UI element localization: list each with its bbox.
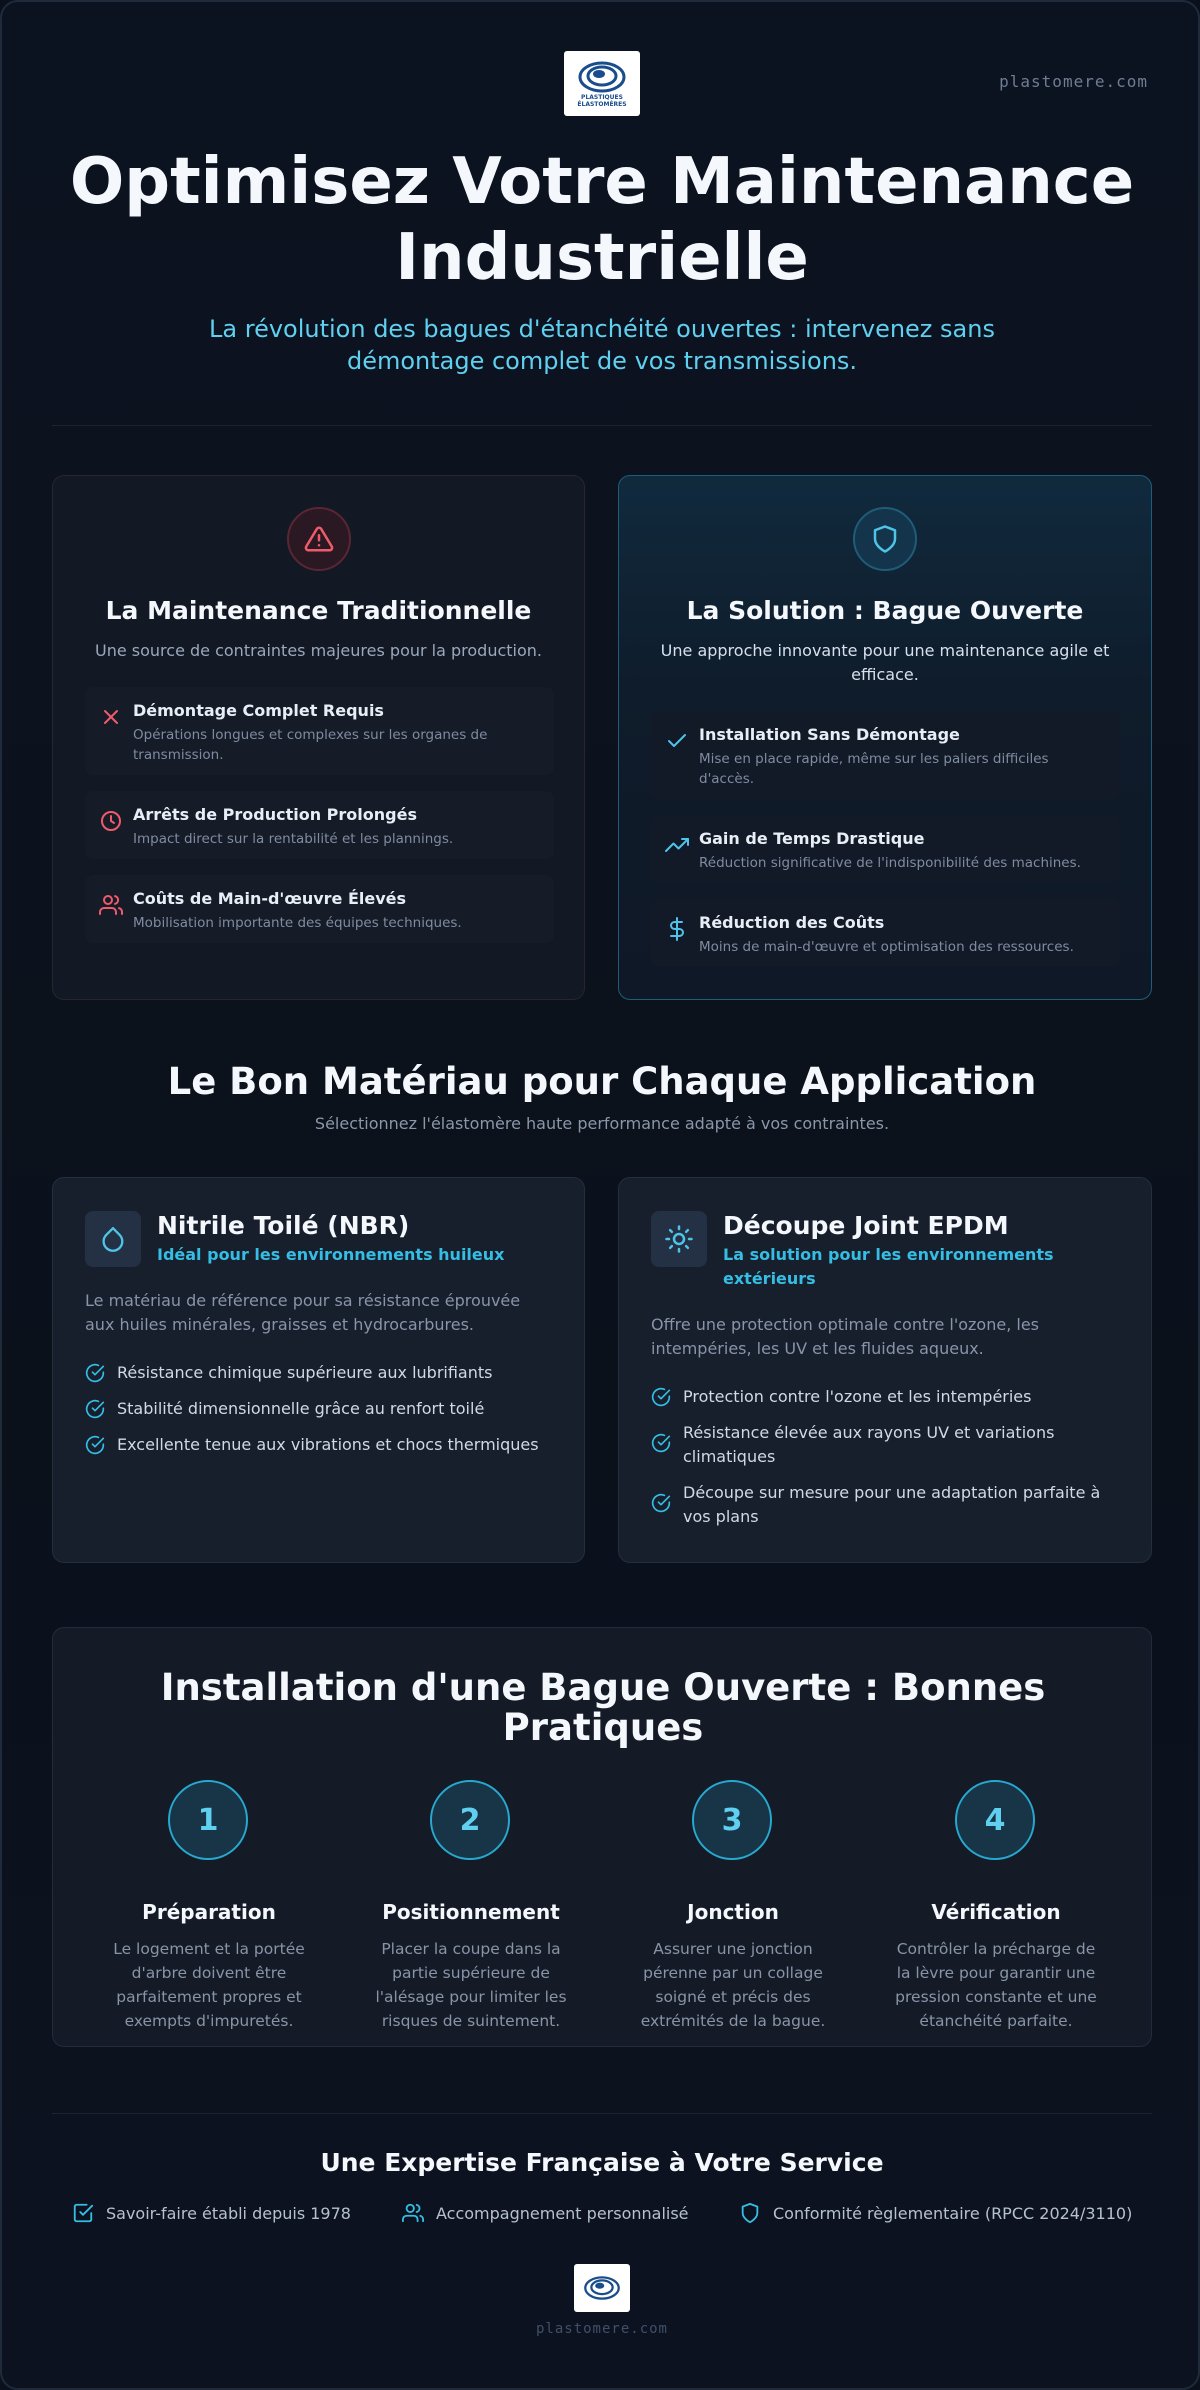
clock-icon: [99, 809, 123, 833]
item-title: Réduction des Coûts: [699, 913, 885, 932]
logo-mark-icon: [577, 60, 627, 94]
check-icon: [665, 729, 689, 753]
item-title: Installation Sans Démontage: [699, 725, 960, 744]
item-description: Opérations longues et complexes sur les organes de transmission.: [133, 727, 488, 763]
divider: [52, 2113, 1152, 2114]
users-icon: [99, 893, 123, 917]
check-circle-icon: [651, 1433, 671, 1453]
material-title: Nitrile Toilé (NBR): [157, 1211, 410, 1240]
item-description: Impact direct sur la rentabilité et les plannings.: [133, 831, 454, 847]
item-description: Mobilisation importante des équipes techniques.: [133, 915, 462, 931]
step-description: Le logement et la portée d'arbre doivent être parfaitement propres et exempts d'impuretés.: [113, 1940, 305, 2030]
solution-title: La Solution : Bague Ouverte: [686, 596, 1084, 625]
logo-mark-icon: [583, 2275, 621, 2301]
expertise-title: Une Expertise Française à Votre Service: [320, 2148, 884, 2177]
feature-item: [651, 1481, 1121, 1529]
item-title: Démontage Complet Requis: [133, 701, 384, 720]
traditional-title: La Maintenance Traditionnelle: [105, 596, 532, 625]
step-description: Contrôler la précharge de la lèvre pour garantir une pression constante et une étanchéité parfaite.: [895, 1940, 1097, 2030]
feature-item: [85, 1433, 554, 1457]
sun-icon: [651, 1211, 707, 1267]
item-title: Coûts de Main-d'œuvre Élevés: [133, 889, 407, 908]
step-description: Assurer une jonction pérenne par un collage soigné et précis des extrémités de la bague.: [640, 1940, 826, 2030]
dollar-icon: [665, 917, 689, 941]
footer-site-url[interactable]: plastomere.com: [535, 2321, 668, 2337]
shield-icon: [853, 507, 917, 571]
feature-item: [85, 1361, 554, 1385]
expertise-text: Accompagnement personnalisé: [436, 2204, 689, 2223]
list-item: [651, 815, 1120, 883]
materials-subtitle: Sélectionnez l'élastomère haute performance adapté à vos contraintes.: [314, 1114, 890, 1133]
feature-text: Résistance chimique supérieure aux lubrifiants: [117, 1363, 493, 1382]
materials-title: Le Bon Matériau pour Chaque Application: [167, 1060, 1037, 1103]
step-title: Vérification: [931, 1900, 1061, 1924]
check-circle-icon: [85, 1435, 105, 1455]
feature-text: Protection contre l'ozone et les intempéries: [683, 1387, 1032, 1406]
step-description: Placer la coupe dans la partie supérieure de l'alésage pour limiter les risques de suintement.: [375, 1940, 567, 2030]
installation-title: Installation d'une Bague Ouverte : Bonnes Pratiques: [160, 1666, 1046, 1749]
users-icon: [402, 2202, 424, 2224]
step-number: 4: [955, 1780, 1035, 1860]
x-icon: [99, 705, 123, 729]
shield-icon: [739, 2202, 761, 2224]
item-title: Arrêts de Production Prolongés: [133, 805, 417, 824]
check-circle-icon: [651, 1387, 671, 1407]
expertise-text: Conformité règlementaire (RPCC 2024/3110): [773, 2204, 1133, 2223]
check-circle-icon: [651, 1493, 671, 1513]
company-logo[interactable]: [564, 51, 640, 116]
trending-up-icon: [665, 833, 689, 857]
droplet-icon: [85, 1211, 141, 1267]
step-number: 1: [168, 1780, 248, 1860]
step-title: Jonction: [687, 1900, 779, 1924]
traditional-description: Une source de contraintes majeures pour la production.: [95, 641, 542, 660]
feature-item: [85, 1397, 554, 1421]
item-description: Moins de main-d'œuvre et optimisation des ressources.: [699, 939, 1074, 955]
list-item: [85, 875, 554, 943]
step-title: Positionnement: [382, 1900, 560, 1924]
hero-title: Optimisez Votre Maintenance Industrielle: [69, 145, 1135, 295]
item-title: Gain de Temps Drastique: [699, 829, 925, 848]
item-description: Mise en place rapide, même sur les paliers difficiles d'accès.: [699, 751, 1049, 787]
installation-section: [52, 1627, 1152, 2047]
feature-text: Stabilité dimensionnelle grâce au renfort toilé: [117, 1399, 485, 1418]
feature-text: Résistance élevée aux rayons UV et variations climatiques: [683, 1423, 1055, 1466]
expertise-item: [72, 2202, 351, 2226]
feature-text: Excellente tenue aux vibrations et chocs thermiques: [117, 1435, 539, 1454]
check-square-icon: [72, 2202, 94, 2224]
expertise-item: [739, 2202, 1132, 2226]
hero-subtitle: La révolution des bagues d'étanchéité ouvertes : intervenez sans démontage complet de vos transmissions.: [209, 315, 995, 375]
solution-card: [618, 475, 1152, 1000]
list-item: [651, 899, 1120, 967]
warning-triangle-icon: [287, 507, 351, 571]
material-card-epdm: [618, 1177, 1152, 1563]
solution-description: Une approche innovante pour une maintenance agile et efficace.: [660, 641, 1110, 684]
material-description: Offre une protection optimale contre l'ozone, les intempéries, les UV et les fluides aqueux.: [651, 1315, 1039, 1358]
feature-item: [651, 1421, 1121, 1469]
material-tagline: Idéal pour les environnements huileux: [157, 1245, 505, 1264]
feature-item: [651, 1385, 1121, 1409]
step-number: 3: [692, 1780, 772, 1860]
material-card-nbr: [52, 1177, 585, 1563]
expertise-item: [402, 2202, 689, 2226]
list-item: [85, 791, 554, 859]
footer-logo[interactable]: [574, 2264, 630, 2312]
site-url[interactable]: plastomere.com: [999, 72, 1148, 91]
item-description: Réduction significative de l'indisponibilité des machines.: [699, 855, 1081, 871]
logo-text: PLASTIQUES ÉLASTOMÈRES: [577, 93, 627, 108]
list-item: [85, 687, 554, 775]
traditional-maintenance-card: [52, 475, 585, 1000]
material-title: Découpe Joint EPDM: [723, 1211, 1009, 1240]
expertise-text: Savoir-faire établi depuis 1978: [106, 2204, 351, 2223]
check-circle-icon: [85, 1363, 105, 1383]
feature-text: Découpe sur mesure pour une adaptation parfaite à vos plans: [683, 1483, 1101, 1526]
list-item: [651, 711, 1120, 799]
material-tagline: La solution pour les environnements extérieurs: [723, 1245, 1054, 1288]
material-description: Le matériau de référence pour sa résistance éprouvée aux huiles minérales, graisses et hydrocarbures.: [85, 1291, 521, 1334]
check-circle-icon: [85, 1399, 105, 1419]
step-title: Préparation: [142, 1900, 276, 1924]
divider: [52, 425, 1152, 426]
step-number: 2: [430, 1780, 510, 1860]
